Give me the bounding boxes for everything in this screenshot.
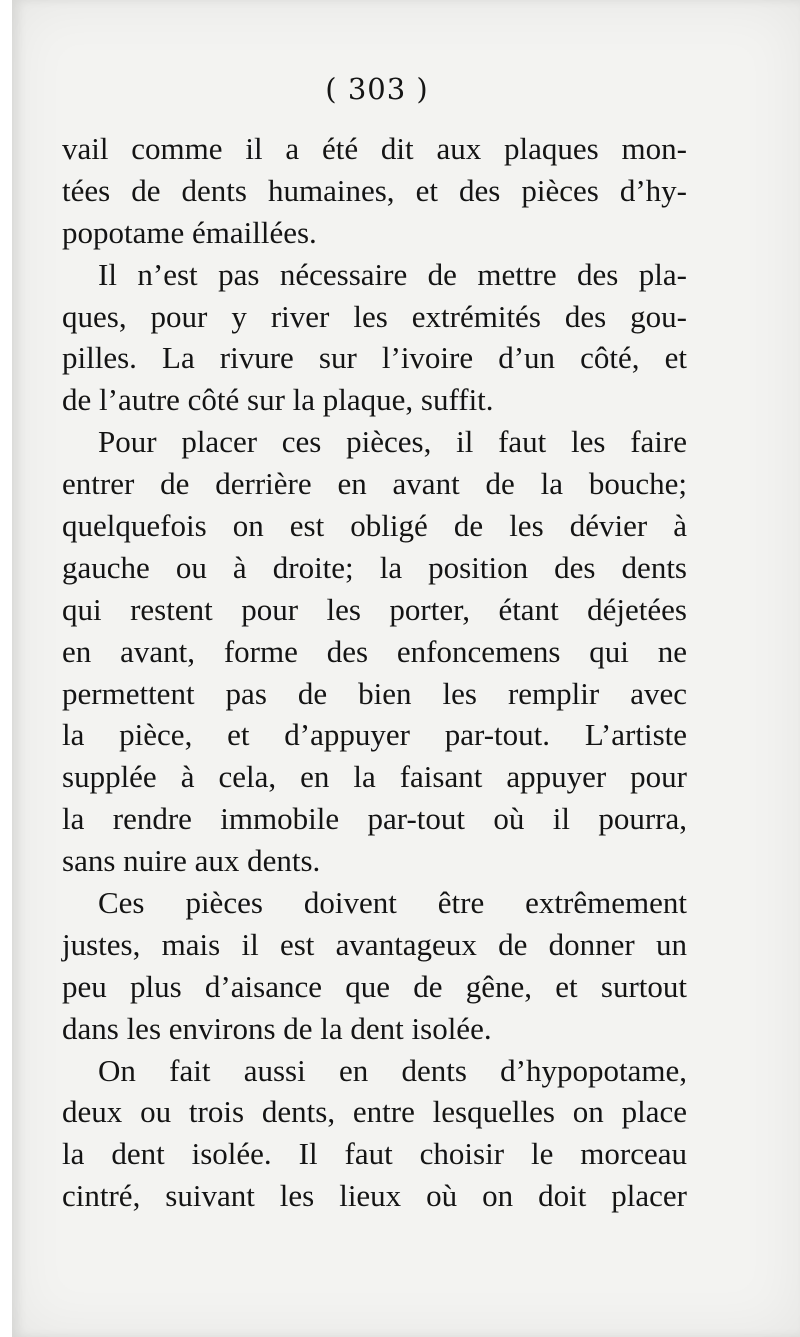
text-line: popotame émaillées. <box>62 214 317 250</box>
text-line: Ces pièces doivent être extrêmement <box>98 885 687 921</box>
text-line: justes, mais il est avantageux de donner un <box>62 926 687 962</box>
text-line: peu plus d’aisance que de gêne, et surtout <box>62 968 687 1004</box>
text-line: sans nuire aux dents. <box>62 843 321 879</box>
text-line: Il n’est pas nécessaire de mettre des pla- <box>98 256 687 292</box>
text-line: la dent isolée. Il faut choisir le morceau <box>62 1136 687 1172</box>
text-line: ques, pour y river les extrémités des gou- <box>62 298 687 334</box>
text-line: qui restent pour les porter, étant déjetées <box>62 591 687 627</box>
text-line: supplée à cela, en la faisant appuyer pour <box>62 759 687 795</box>
text-line: deux ou trois dents, entre lesquelles on place <box>62 1094 687 1130</box>
text-line: de l’autre côté sur la plaque, suffit. <box>62 382 494 418</box>
text-line: la pièce, et d’appuyer par-tout. L’artiste <box>62 717 687 753</box>
text-line: vail comme il a été dit aux plaques mon- <box>62 131 687 166</box>
text-line: la rendre immobile par-tout où il pourra, <box>62 801 687 837</box>
page-number: ( 303 ) <box>325 72 429 106</box>
text-line: Pour placer ces pièces, il faut les faire <box>98 424 687 460</box>
body-text <box>62 128 687 1217</box>
text-line: dans les environs de la dent isolée. <box>62 1010 492 1046</box>
text-line: tées de dents humaines, et des pièces d’hy- <box>62 172 687 208</box>
text-line: cintré, suivant les lieux où on doit placer <box>62 1178 687 1214</box>
text-line: entrer de derrière en avant de la bouche; <box>62 466 687 502</box>
text-line: en avant, forme des enfoncemens qui ne <box>62 633 687 669</box>
text-line: gauche ou à droite; la position des dents <box>62 549 687 585</box>
text-line: permettent pas de bien les remplir avec <box>62 675 687 711</box>
text-line: pilles. La rivure sur l’ivoire d’un côté, et <box>62 340 687 376</box>
book-page <box>12 0 800 1337</box>
text-line: quelquefois on est obligé de les dévier à <box>62 508 687 544</box>
text-line: On fait aussi en dents d’hypopotame, <box>98 1052 687 1088</box>
